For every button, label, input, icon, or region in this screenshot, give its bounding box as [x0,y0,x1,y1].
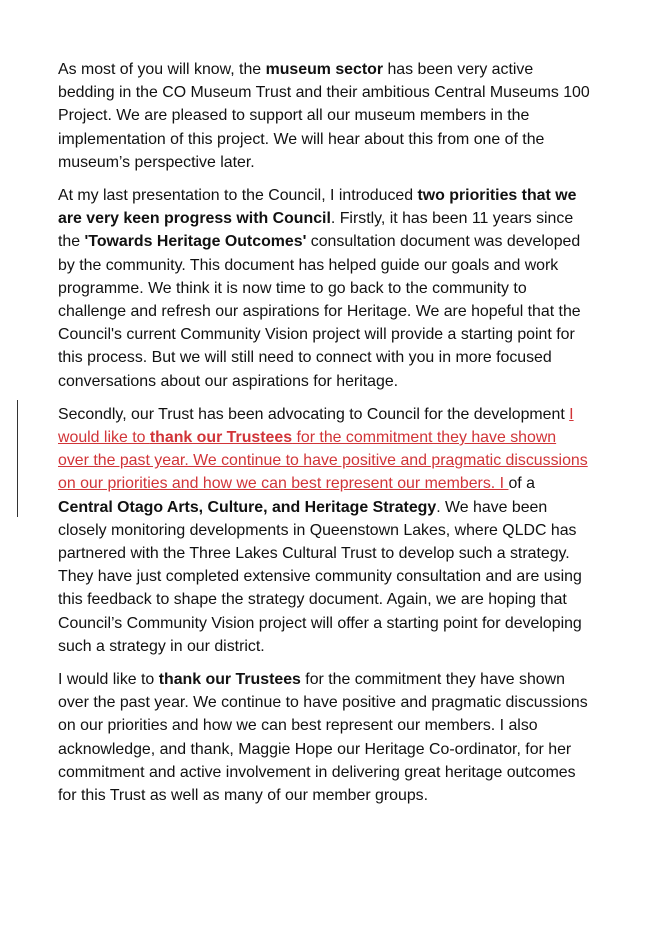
paragraph-museum-sector [58,58,590,174]
bold-run: 'Towards Heritage Outcomes' [84,233,307,251]
text-run: consultation document was developed by the community. This document has helped guide our goals and work programme. We think it is now time to go back to the community to challenge and refresh our aspirations for Heritage. We are hopeful that the Council's current Community Vision project will provide a starting point for this process. But we will still need to connect with you in more focused conversations about our aspirations for heritage. [58,233,581,390]
text-run: I would like to [58,671,159,689]
bold-run: two priorities that we are very keen progress with Council [58,187,577,228]
text-run: At my last presentation to the Council, I introduced [58,187,418,205]
document-body [58,58,590,807]
insertion-run: for the commitment they have shown over the past year. We continue to have positive and pragmatic discussions on our priorities and how we can best represent our members. I [58,429,588,493]
text-run: . Firstly, it has been 11 years since the [58,210,574,251]
tracked-change-bar [17,400,18,517]
text-run: . We have been closely monitoring developments in Queenstown Lakes, where QLDC has partnered with the Three Lakes Cultural Trust to develop such a strategy. They have just completed extensive community consultation and are using this feedback to shape the strategy document. Again, we are hoping that Council’s Community Vision project will offer a starting point for developing such a strategy in our district. [58,498,582,655]
bold-run: thank our Trustees [158,671,301,689]
bold-run: museum sector [265,61,384,78]
paragraph-strategy [58,403,590,658]
paragraph-two-priorities [58,184,590,393]
insertion-run: I would like to [58,405,574,447]
insertion-bold-run: thank our Trustees [149,429,293,447]
text-run: for the commitment they have shown over the past year. We continue to have positive and pragmatic discussions on our priorities and how we can best represent our members. I also acknowledge, and thank, Maggie Hope our Heritage Co-ordinator, for her commitment and active involvement in delivering great heritage outcomes for this Trust as well as many of our member groups. [58,671,588,805]
text-run: has been very active bedding in the CO Museum Trust and their ambitious Central Museums 100 Project. We are pleased to support all our museum members in the implementation of this project. We will hear about this from one of the museum’s perspective later. [58,61,590,171]
text-run: As most of you will know, the [58,61,266,78]
bold-run: Central Otago Arts, Culture, and Heritage Strategy [58,498,437,516]
paragraph-thanks [58,668,590,807]
text-run: Secondly, our Trust has been advocating to Council for the development [58,405,570,423]
text-run: of a [508,475,535,493]
